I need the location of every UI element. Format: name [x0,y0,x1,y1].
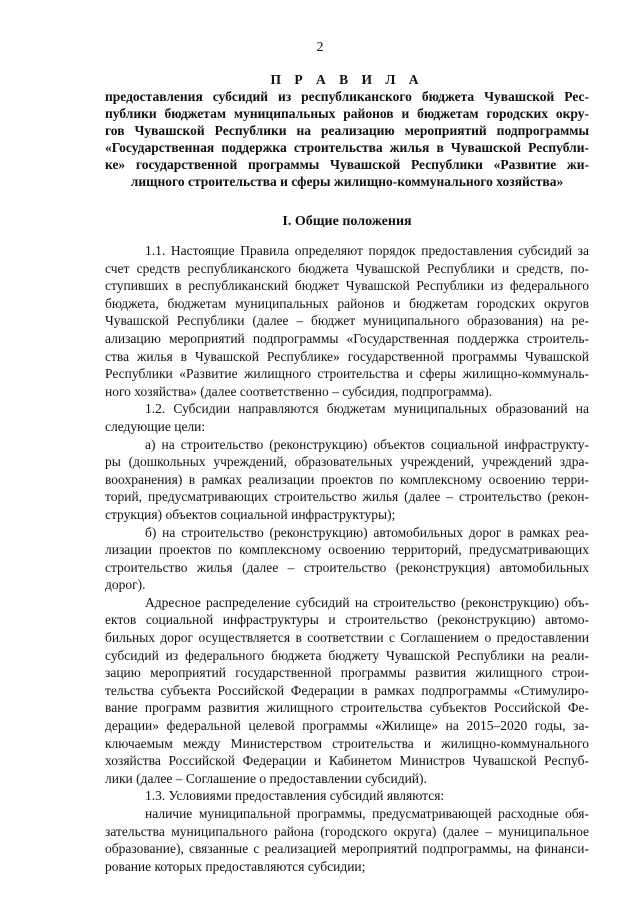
paragraph [105,242,589,400]
paragraph-line: бильных дорог осуществляется в соответствии с Соглашением о предоставлении [105,630,589,646]
paragraph-line: струкция) объектов социальной инфраструктуры); [105,506,396,522]
document-title: П Р А В И Л А [270,72,424,87]
subtitle-line: «Государственная поддержка строительства жилья в Чувашской Республи- [105,140,589,155]
paragraph-line: ного хозяйства» (далее соответственно – субсидия, подпрограмма). [105,383,493,399]
paragraph-line: 1.1. Настоящие Правила определяют порядок предоставления субсидий за [145,243,589,258]
paragraph-line: ры (дошкольных учреждений, образовательных учреждений, учреждений здра- [105,454,589,470]
paragraph [105,805,589,875]
paragraph-line: зательства муниципального района (городского округа) (далее – муниципальное [105,823,589,839]
paragraph [105,436,589,524]
paragraph-line: рование которых предоставляются субсидии; [105,858,366,874]
paragraph-line: дерации» федеральной целевой программы «Жилище» на 2015–2020 годы, за- [105,718,589,734]
paragraph-line: следующие цели: [105,418,206,434]
paragraph [105,594,589,788]
paragraph-line: ектов социальной инфраструктуры и строительство (реконструкцию) автомо- [105,612,589,628]
paragraph [105,400,589,435]
paragraph-line: ализацию мероприятий подпрограммы «Государственная поддержка строитель- [105,330,589,346]
paragraph-line: Чувашской Республики (далее – бюджет муниципального образования) на ре- [105,313,589,329]
paragraph-line: б) на строительство (реконструкцию) автомобильных дорог в рамках реа- [145,524,589,540]
paragraph-line: субсидий из федерального бюджета бюджету Чувашской Республики на реали- [105,647,589,663]
body-text [105,242,589,875]
paragraph-line: наличие муниципальной программы, предусматривающей расходные обя- [145,806,589,821]
paragraph-line: хозяйства Российской Федерации и Кабинетом Министров Чувашской Респуб- [105,753,589,769]
paragraph-line: 1.3. Условиями предоставления субсидий являются: [145,788,445,804]
paragraph-line: строительство жилья (далее – строительство (реконструкция) автомобильных [105,559,589,575]
paragraph [105,524,589,594]
paragraph-line: бюджета, бюджетам муниципальных районов и бюджетам городских округов [105,295,589,311]
paragraph-line: торий, предусматривающих строительство жилья (далее – строительство (рекон- [105,489,589,505]
paragraph-line: ступивших в республиканский бюджет Чувашской Республики из федерального [105,278,589,294]
paragraph-line: воохранения) в рамках реализации проектов по комплексному освоению терри- [105,471,589,487]
paragraph-line: лизации проектов по комплексному освоению территорий, предусматривающих [105,542,589,558]
document-subtitle [105,88,589,190]
paragraph-line: 1.2. Субсидии направляются бюджетам муниципальных образований на [145,401,589,417]
page-number: 2 [316,40,324,55]
subtitle-line: предоставления субсидий из республиканского бюджета Чувашской Рес- [105,89,589,104]
paragraph-line: счет средств республиканского бюджета Чувашской Республики и средств, по- [105,260,589,276]
subtitle-line: публики бюджетам муниципальных районов и бюджетам городских окру- [105,106,589,121]
paragraph-line: дорог). [105,577,146,593]
subtitle-line: лищного строительства и сферы жилищно-коммунального хозяйства» [130,174,564,189]
subtitle-line: ке» государственной программы Чувашской Республики «Развитие жи- [105,157,589,172]
paragraph-line: образование), связанные с реализацией мероприятий подпрограммы, на финанси- [105,841,589,857]
paragraph-line: зацию мероприятий государственной программы развития жилищного строи- [105,665,589,681]
paragraph-line: вание программ развития жилищного строительства субъектов Российской Фе- [105,700,589,716]
paragraph-line: Республики «Развитие жилищного строительства и сферы жилищно-коммуналь- [105,366,589,382]
paragraph-line: лики (далее – Соглашение о предоставлении субсидий). [105,770,427,786]
paragraph [105,787,589,805]
subtitle-line: гов Чувашской Республики на реализацию мероприятий подпрограммы [105,123,589,138]
paragraph-line: а) на строительство (реконструкцию) объектов социальной инфраструкту- [145,436,589,452]
section-heading: I. Общие положения [282,214,412,229]
paragraph-line: ства жилья в Чувашской Республике» государственной программы Чувашской [105,348,589,364]
paragraph-line: ключаемым между Министерством строительства и жилищно-коммунального [105,735,589,751]
paragraph-line: тельства субъекта Российской Федерации в рамках подпрограммы «Стимулиро- [105,682,589,698]
paragraph-line: Адресное распределение субсидий на строительство (реконструкцию) объ- [145,594,589,610]
